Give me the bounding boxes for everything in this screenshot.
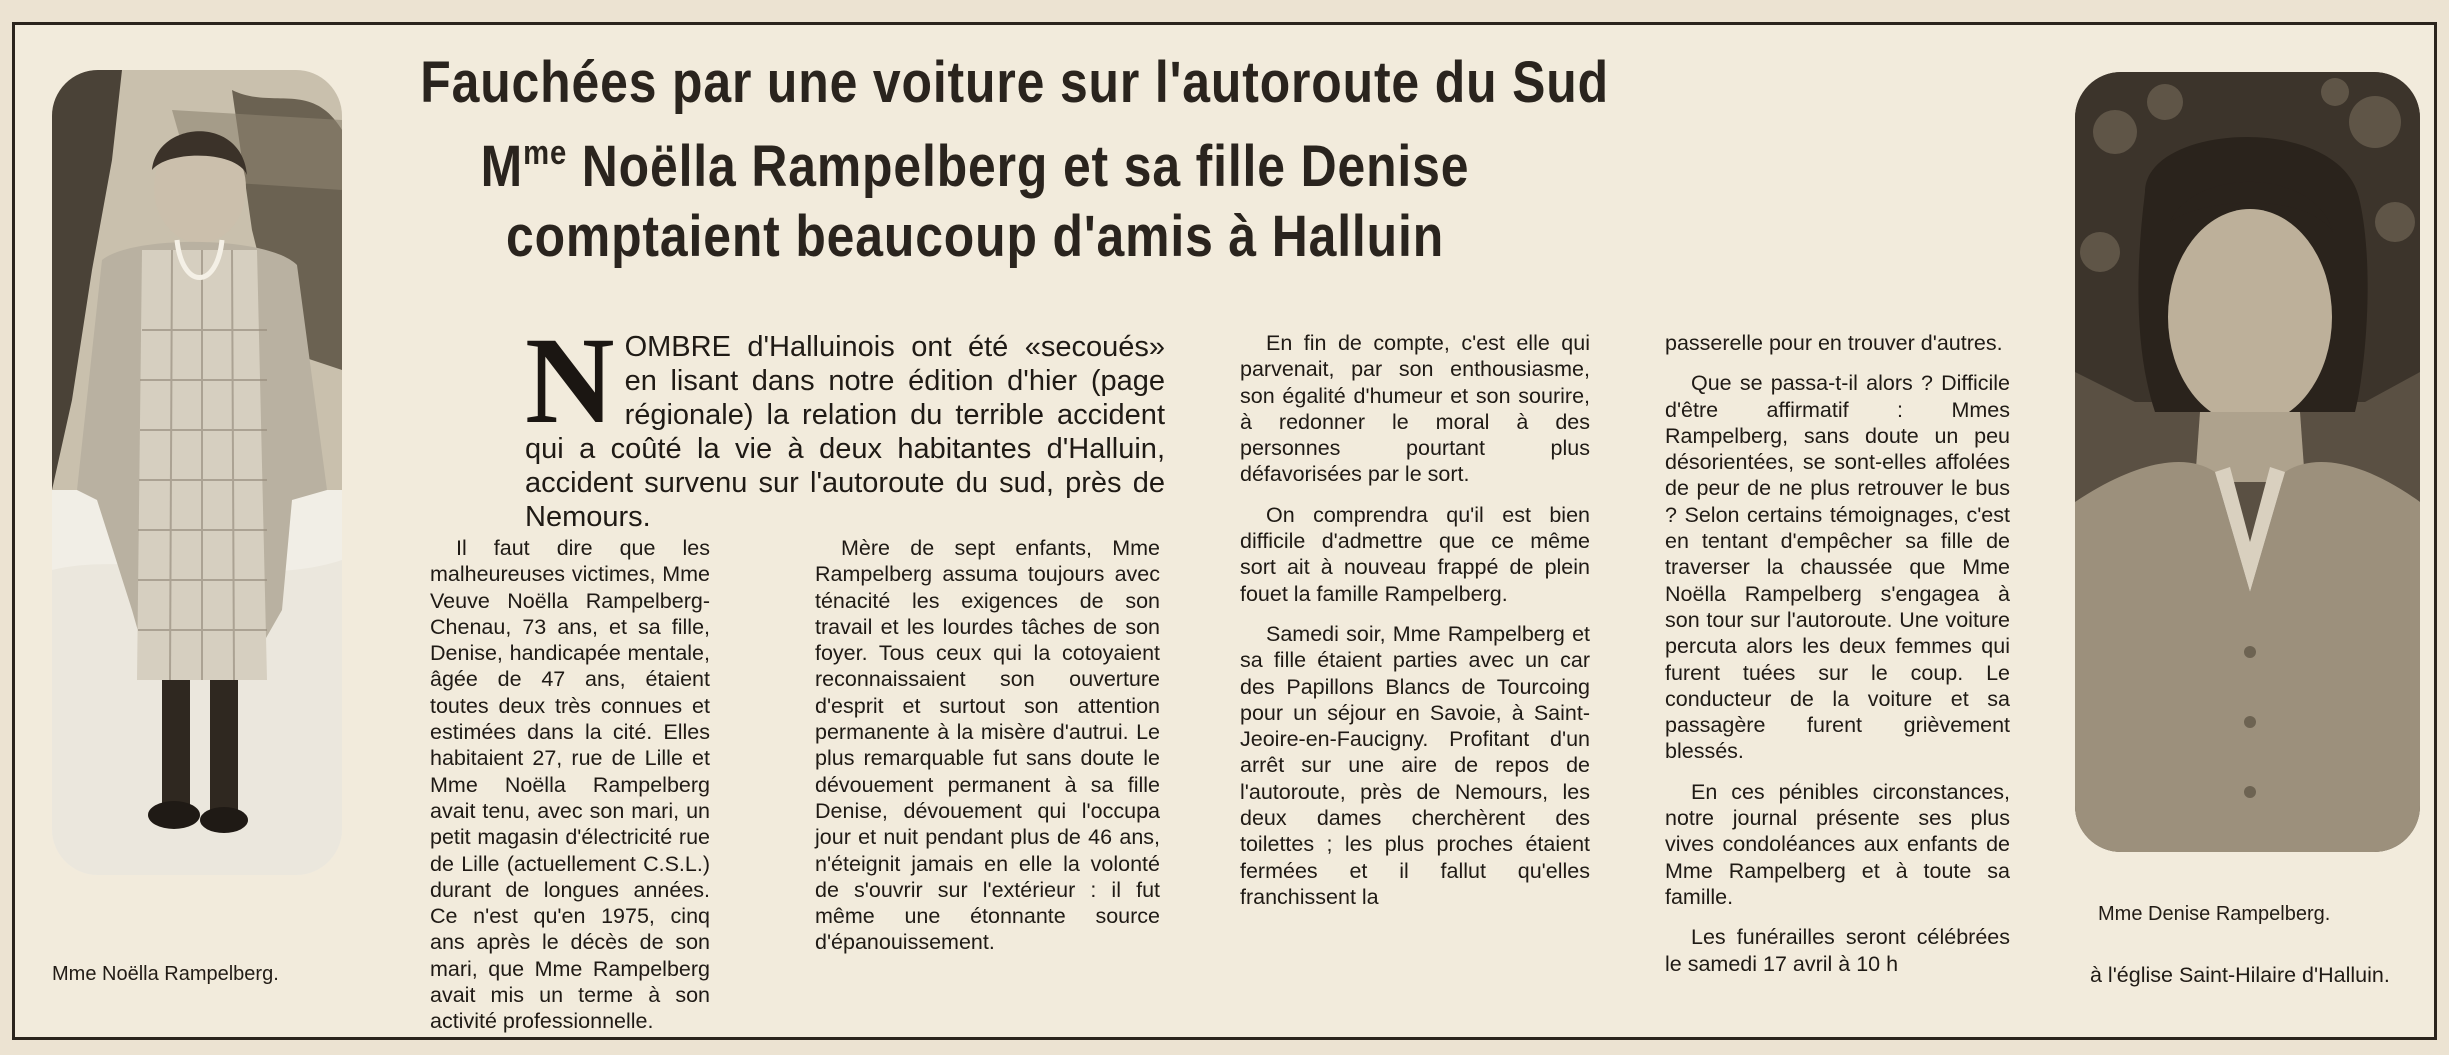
lead-paragraph [525, 312, 1165, 534]
column-3 [1240, 330, 1590, 910]
headline-line-2: $M^{me}$ Noëlla Rampelberg et sa fille Denise [480, 134, 1470, 199]
portrait-image [2075, 72, 2420, 852]
drop-cap: N [525, 312, 615, 449]
paragraph: passerelle pour en trouver d'autres. [1665, 331, 2003, 355]
caption-left: Mme Noëlla Rampelberg. [52, 963, 279, 985]
paragraph: Il faut dire que les malheureuses victimes, Mme Veuve Noëlla Rampelberg-Chenau, 73 ans, et sa fille, Denise, handicapée mentale, âgée de 47 ans, étaient toutes deux très connues et estimées dans la cité. Elles habitaient 27, rue de Lille et Mme Noëlla Rampelberg avait tenu, avec son mari, un petit magasin d'électricité rue de Lille (actuellement C.S.L.) durant de longues années. Ce n'est qu'en 1975, cinq ans après le décès de son mari, que Mme Rampelberg avait mis un terme à son activité professionnelle. [430, 536, 710, 1034]
headline-line-1: Fauchées par une voiture sur l'autoroute du Sud [420, 50, 1609, 115]
paragraph: Les funérailles seront célébrées le samedi 17 avril à 10 h [1665, 925, 2010, 976]
paragraph: à l'église Saint-Hilaire d'Halluin. [2090, 963, 2390, 987]
photo-noella-rampelberg [52, 70, 342, 875]
paragraph: Samedi soir, Mme Rampelberg et sa fille étaient parties avec un car des Papillons Blancs de Tourcoing pour un séjour en Savoie, à Saint-Jeoire-en-Faucigny. Profitant d'un arrêt sur une aire de repos de l'autoroute, près de Nemours, les deux dames cherchèrent des toilettes ; les plus proches étaient fermées et il fallut qu'elles franchissent la [1240, 621, 1590, 909]
lead-text: OMBRE d'Halluinois ont été «secoués» en lisant dans notre édition d'hier (page régionale) la relation du terrible accident qui a coûté la vie à deux habitantes d'Halluin, accident survenu sur l'autoroute du sud, près de Nemours. [525, 331, 1165, 533]
photo-denise-rampelberg [2075, 72, 2420, 852]
paragraph: Mère de sept enfants, Mme Rampelberg assuma toujours avec ténacité les exigences de son travail et les lourdes tâches de son foyer. Tous ceux qui la cotoyaient reconnaissaient son ouverture d'esprit et surtout son attention permanente à la misère d'autrui. Le plus remarquable fut sans doute le dévouement permanent à sa fille Denise, dévouement qui l'occupa jour et nuit pendant plus de 46 ans, n'éteignit jamais en elle la volonté de s'ouvrir sur l'extérieur : il fut même une étonnante source d'épanouissement. [815, 536, 1160, 955]
portrait-image [52, 70, 342, 875]
paragraph: On comprendra qu'il est bien difficile d'admettre que ce même sort ait à nouveau frappé de plein fouet la famille Rampelberg. [1240, 502, 1590, 606]
column-2 [815, 535, 1160, 956]
paragraph: En ces pénibles circonstances, notre journal présente ses plus vives condoléances aux enfants de Mme Rampelberg et à toute sa famille. [1665, 779, 2010, 909]
column-5 [2090, 962, 2420, 988]
headline-line-3: comptaient beaucoup d'amis à Halluin [505, 204, 1445, 269]
paragraph: Que se passa-t-il alors ? Difficile d'être affirmatif : Mmes Rampelberg, sans doute un peu désorientées, se sont-elles affolées de peur de ne plus retrouver le bus ? Selon certains témoignages, c'est en tentant d'empêcher sa fille de traverser la chaussée que Mme Noëlla Rampelberg s'engagea à son tour sur l'autoroute. Une voiture percuta alors les deux femmes qui furent tuées sur le coup. Le conducteur de la voiture et sa passagère furent grièvement blessés. [1665, 371, 2010, 764]
paragraph: En fin de compte, c'est elle qui parvenait, par son enthousiasme, son égalité d'humeur et son sourire, à redonner le moral à des personnes pourtant plus défavorisées par le sort. [1240, 331, 1590, 487]
column-1 [430, 535, 710, 1035]
headline [420, 48, 1609, 272]
caption-right: Mme Denise Rampelberg. [2098, 903, 2331, 925]
column-4 [1665, 330, 2010, 977]
